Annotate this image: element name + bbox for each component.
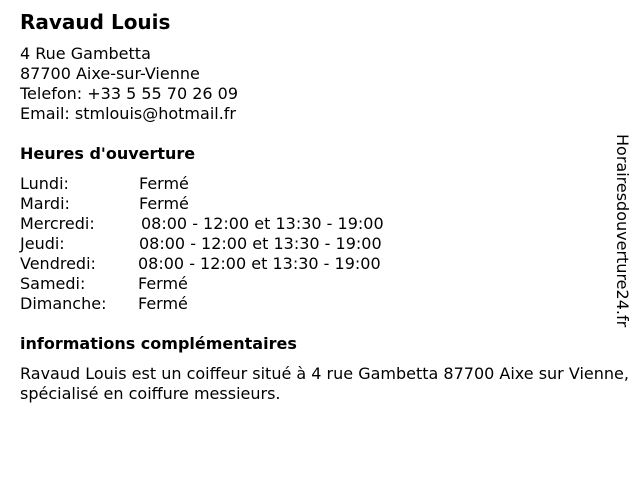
email-line: Email: stmlouis@hotmail.fr <box>20 104 236 123</box>
day-hours: Fermé <box>138 274 188 293</box>
day-label: Mercredi: <box>20 214 95 233</box>
site-watermark: Horairesdouverture24.fr <box>613 134 632 328</box>
day-hours: Fermé <box>139 174 189 193</box>
day-hours: Fermé <box>139 194 189 213</box>
day-hours: 08:00 - 12:00 et 13:30 - 19:00 <box>138 254 381 273</box>
hours-heading: Heures d'ouverture <box>20 144 196 163</box>
day-hours: 08:00 - 12:00 et 13:30 - 19:00 <box>139 234 382 253</box>
hours-row-saturday <box>20 274 440 294</box>
hours-row-friday <box>20 254 440 274</box>
hours-row-sunday <box>20 294 440 314</box>
hours-row-monday <box>20 174 440 194</box>
hours-row-tuesday <box>20 194 440 214</box>
address-city: 87700 Aixe-sur-Vienne <box>20 64 200 83</box>
day-label: Mardi: <box>20 194 70 213</box>
day-label: Lundi: <box>20 174 69 193</box>
day-hours: 08:00 - 12:00 et 13:30 - 19:00 <box>141 214 384 233</box>
day-label: Samedi: <box>20 274 86 293</box>
address-street: 4 Rue Gambetta <box>20 44 151 63</box>
phone-line: Telefon: +33 5 55 70 26 09 <box>20 84 239 103</box>
business-description: Ravaud Louis est un coiffeur situé à 4 rue Gambetta 87700 Aixe sur Vienne, spécialisé en coiffure messieurs. <box>20 364 629 403</box>
day-label: Jeudi: <box>20 234 65 253</box>
day-label: Vendredi: <box>20 254 96 273</box>
day-hours: Fermé <box>138 294 188 313</box>
info-heading: informations complémentaires <box>20 334 297 353</box>
day-label: Dimanche: <box>20 294 107 313</box>
business-name: Ravaud Louis <box>20 10 171 34</box>
hours-row-thursday <box>20 234 440 254</box>
hours-row-wednesday <box>20 214 440 234</box>
